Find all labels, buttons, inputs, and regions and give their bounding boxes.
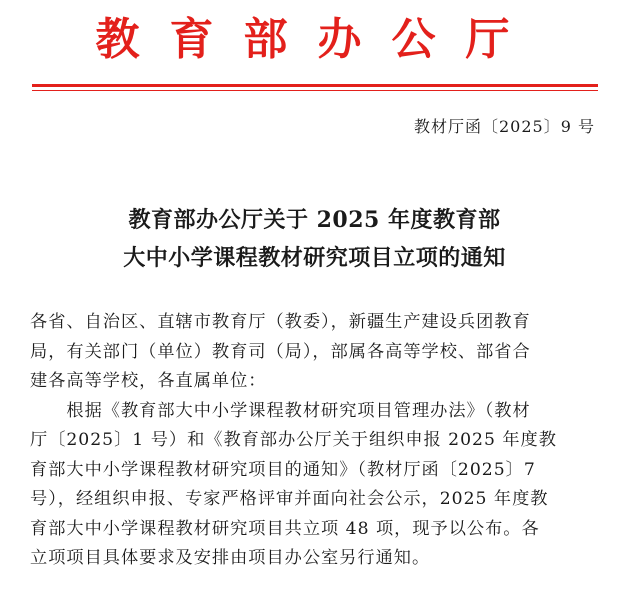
body-line: 各省、自治区、直辖市教育厅（教委），新疆生产建设兵团教育	[30, 312, 531, 332]
issuer-header: 教育部办公厅	[95, 14, 540, 65]
red-divider-thin	[32, 90, 598, 91]
document-title-line-1: 教育部办公厅关于 2025 年度教育部	[128, 207, 501, 233]
body-line: 号），经组织申报、专家严格评审并面向社会公示，2025 年度教	[30, 489, 549, 509]
body-line: 厅〔2025〕1 号）和《教育部办公厅关于组织申报 2025 年度教	[30, 430, 557, 450]
document-body	[30, 308, 605, 574]
body-line: 局，有关部门（单位）教育司（局），部属各高等学校、部省合	[30, 341, 531, 362]
document-title-line-2: 大中小学课程教材研究项目立项的通知	[123, 245, 506, 271]
body-line: 育部大中小学课程教材研究项目共立项 48 项，现予以公布。各	[30, 518, 540, 539]
body-line: 立项项目具体要求及安排由项目办公室另行通知。	[30, 548, 431, 568]
body-line: 建各高等学校，各直属单位：	[30, 371, 267, 391]
document-number: 教材厅函〔2025〕9 号	[414, 117, 595, 136]
body-line: 育部大中小学课程教材研究项目的通知》（教材厅函〔2025〕7	[30, 459, 536, 480]
body-line: 根据《教育部大中小学课程教材研究项目管理办法》（教材	[30, 400, 531, 421]
red-divider-thick	[32, 84, 598, 87]
